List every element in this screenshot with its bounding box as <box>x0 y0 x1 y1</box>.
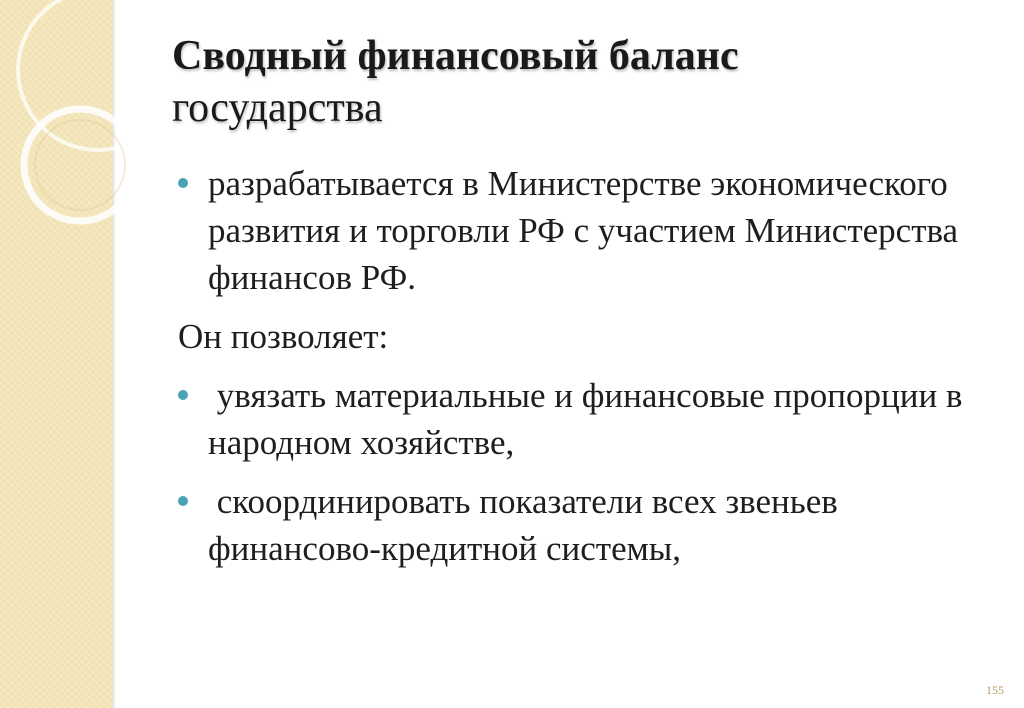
bullet-dot-icon <box>178 178 188 188</box>
bullet-dot-icon <box>178 496 188 506</box>
title-line-2: государства <box>172 85 383 131</box>
intro-text: Он позволяет: <box>178 317 389 356</box>
bullet-text: разрабатывается в Министерстве экономического развития и торговли РФ с участием Министерства финансов РФ. <box>208 164 959 297</box>
slide-title <box>172 30 952 134</box>
slide-content <box>172 160 972 584</box>
title-line-1: Сводный финансовый баланс <box>172 33 739 79</box>
page-number: 155 <box>986 683 1004 697</box>
bullet-text: скоординировать показатели всех звеньев финансово-кредитной системы, <box>208 482 847 568</box>
bullet-item <box>172 160 972 301</box>
bullet-text: увязать материальные и финансовые пропорции в народном хозяйстве, <box>208 376 972 462</box>
decorative-circles <box>0 0 140 260</box>
bullet-dot-icon <box>178 390 188 400</box>
bullet-item <box>172 372 972 466</box>
bullet-item <box>172 478 972 572</box>
